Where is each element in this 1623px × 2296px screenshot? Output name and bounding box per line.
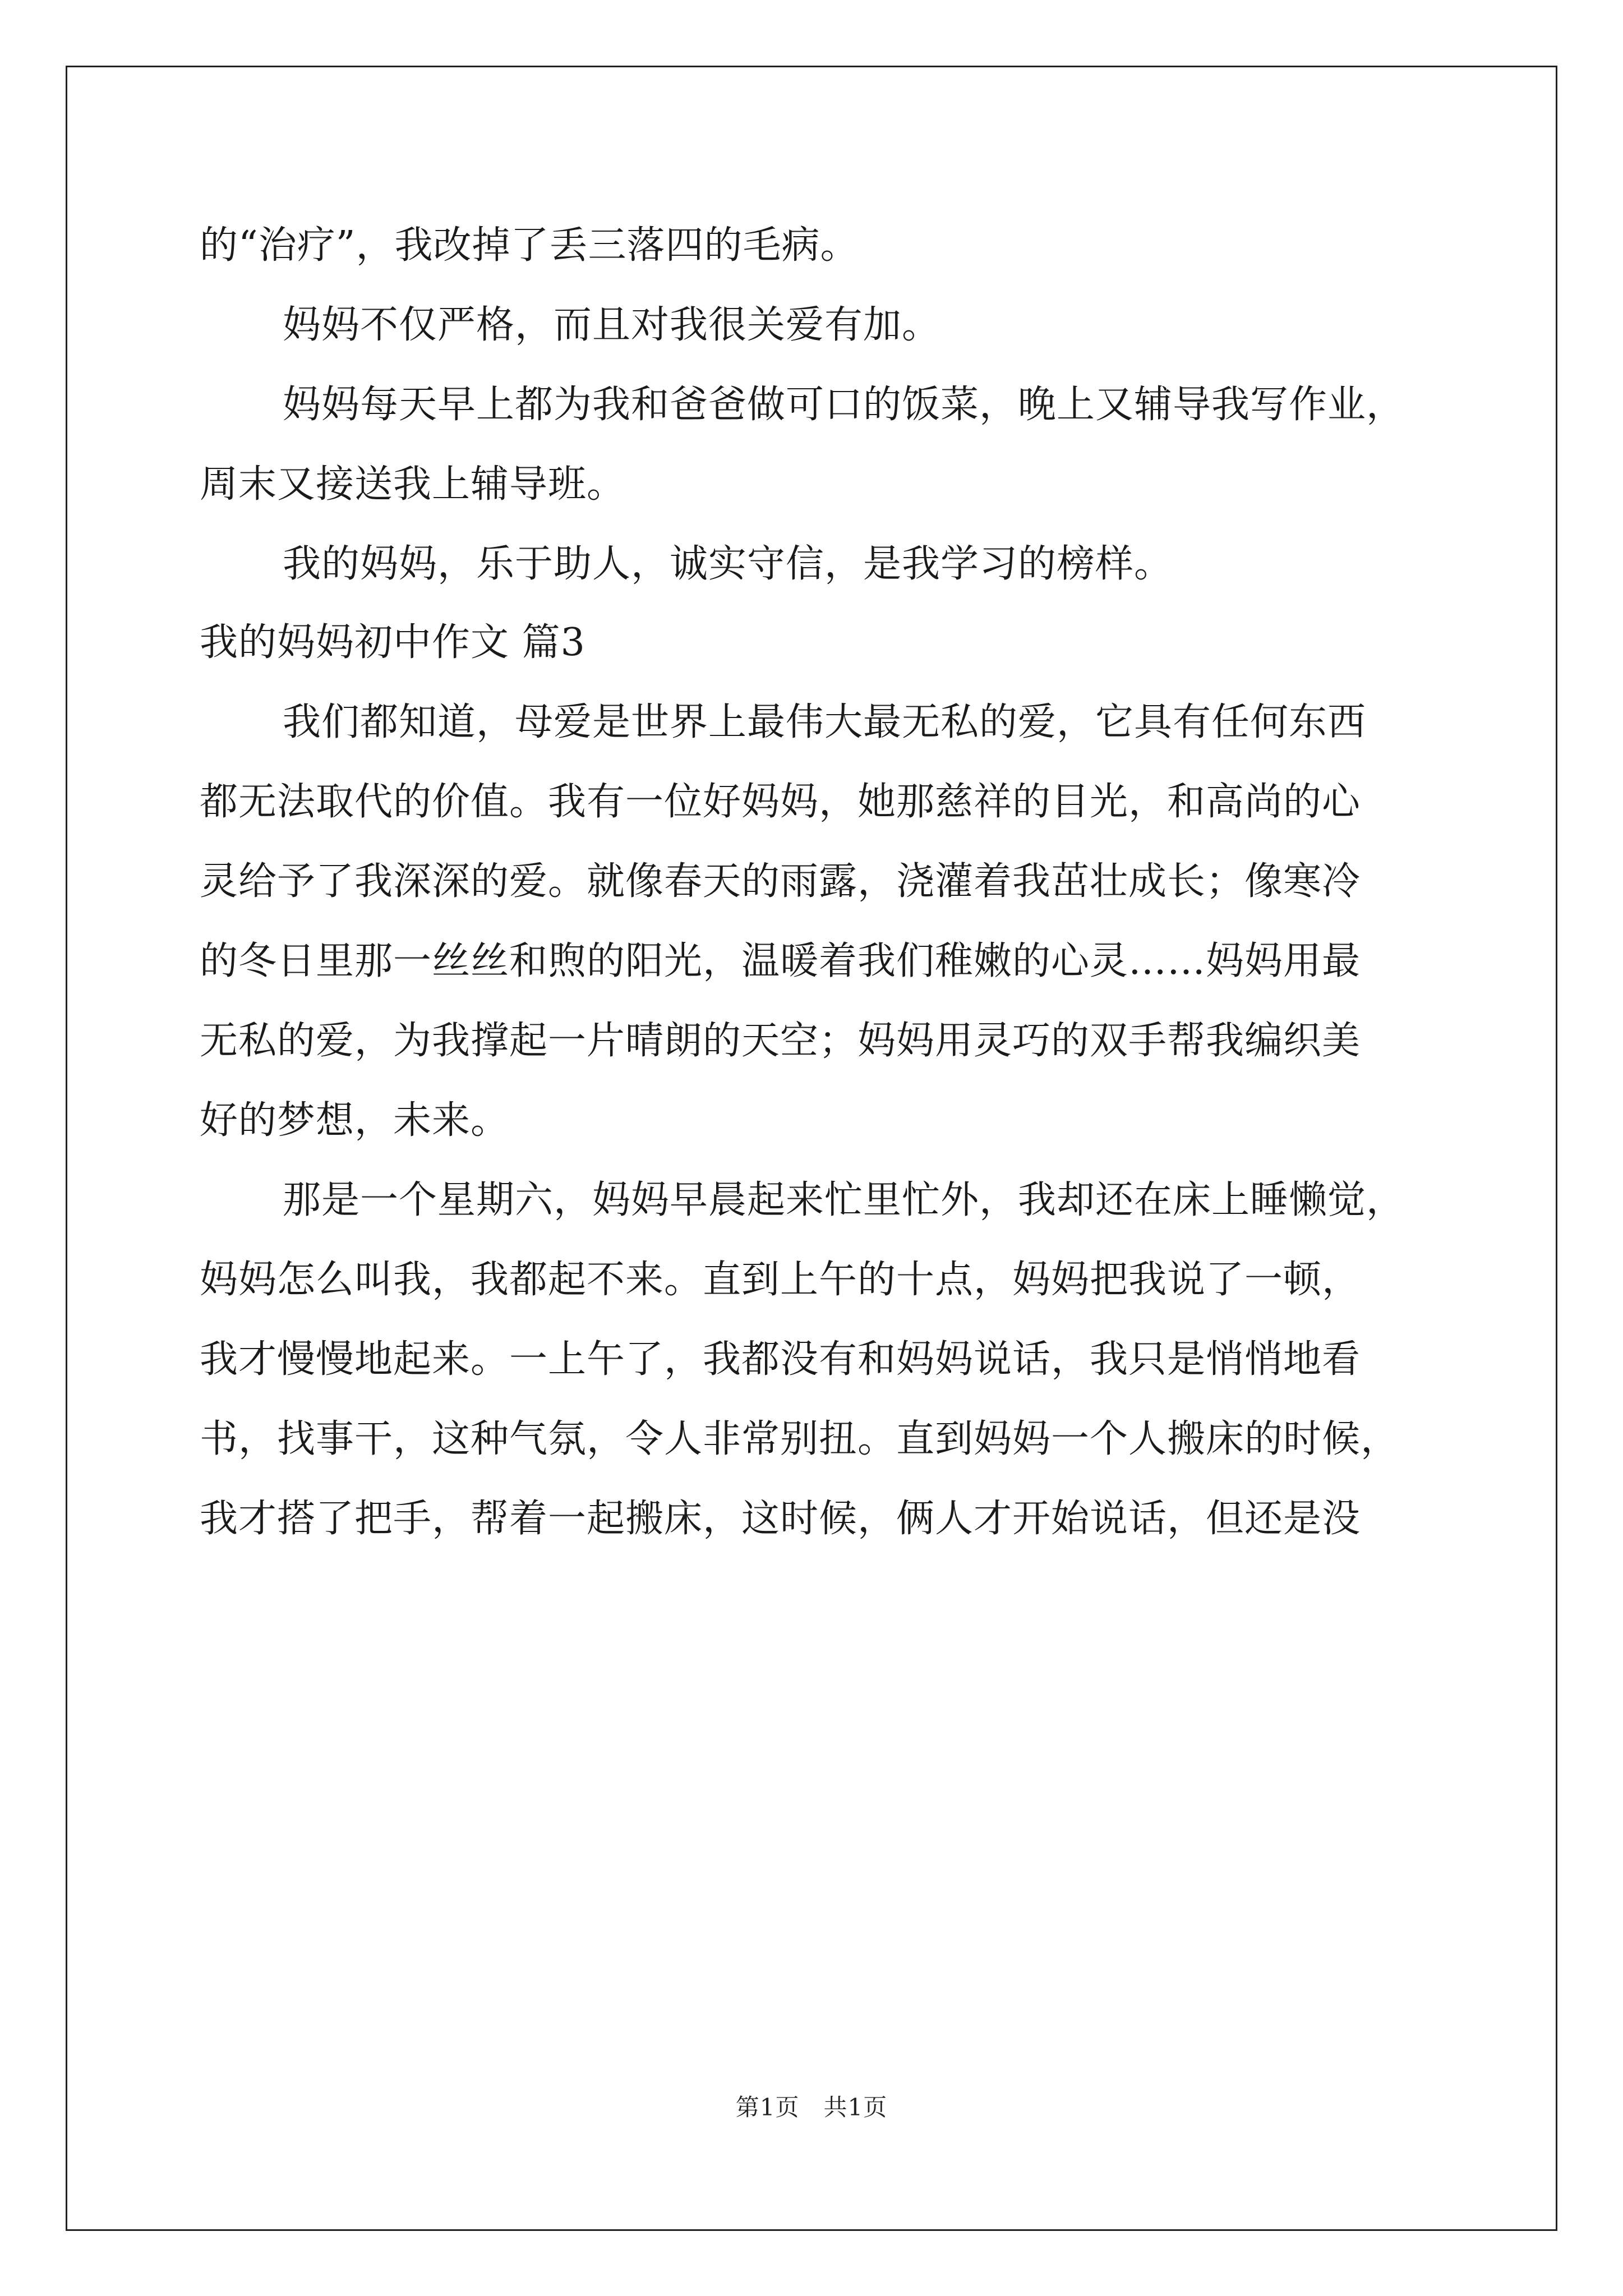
paragraph-line: 那是一个星期六，妈妈早晨起来忙里忙外，我却还在床上睡懒觉，: [283, 1178, 1405, 1222]
paragraph-line: 我的妈妈，乐于助人，诚实守信，是我学习的榜样。: [283, 542, 1173, 586]
paragraph-line: 妈妈不仅严格，而且对我很关爱有加。: [283, 303, 941, 347]
text-line: 的冬日里那一丝丝和煦的阳光，温暖着我们稚嫩的心灵……妈妈用最: [200, 939, 1361, 983]
text-line: 我才慢慢地起来。一上午了，我都没有和妈妈说话，我只是悄悄地看: [200, 1337, 1361, 1382]
paragraph-line: 妈妈每天早上都为我和爸爸做可口的饭菜，晚上又辅导我写作业，: [283, 383, 1405, 427]
section-heading: 我的妈妈初中作文 篇3: [200, 620, 585, 665]
page-number-footer: 第1页 共1页: [735, 2093, 888, 2121]
text-line: 周末又接送我上辅导班。: [200, 462, 626, 507]
text-line: 的“治疗”，我改掉了丢三落四的毛病。: [200, 223, 859, 268]
text-line: 妈妈怎么叫我，我都起不来。直到上午的十点，妈妈把我说了一顿，: [200, 1258, 1361, 1302]
paragraph-line: 我们都知道，母爱是世界上最伟大最无私的爱，它具有任何东西: [283, 700, 1367, 744]
text-line: 好的梦想，未来。: [200, 1098, 510, 1143]
text-line: 灵给予了我深深的爱。就像春天的雨露，浇灌着我茁壮成长；像寒冷: [200, 859, 1361, 904]
text-line: 我才搭了把手，帮着一起搬床，这时候，俩人才开始说话，但还是没: [200, 1497, 1361, 1541]
text-line: 无私的爱，为我撑起一片晴朗的天空；妈妈用灵巧的双手帮我编织美: [200, 1019, 1361, 1063]
text-line: 都无法取代的价值。我有一位好妈妈，她那慈祥的目光，和高尚的心: [200, 780, 1361, 824]
text-line: 书，找事干，这种气氛，令人非常别扭。直到妈妈一个人搬床的时候，: [200, 1417, 1400, 1461]
